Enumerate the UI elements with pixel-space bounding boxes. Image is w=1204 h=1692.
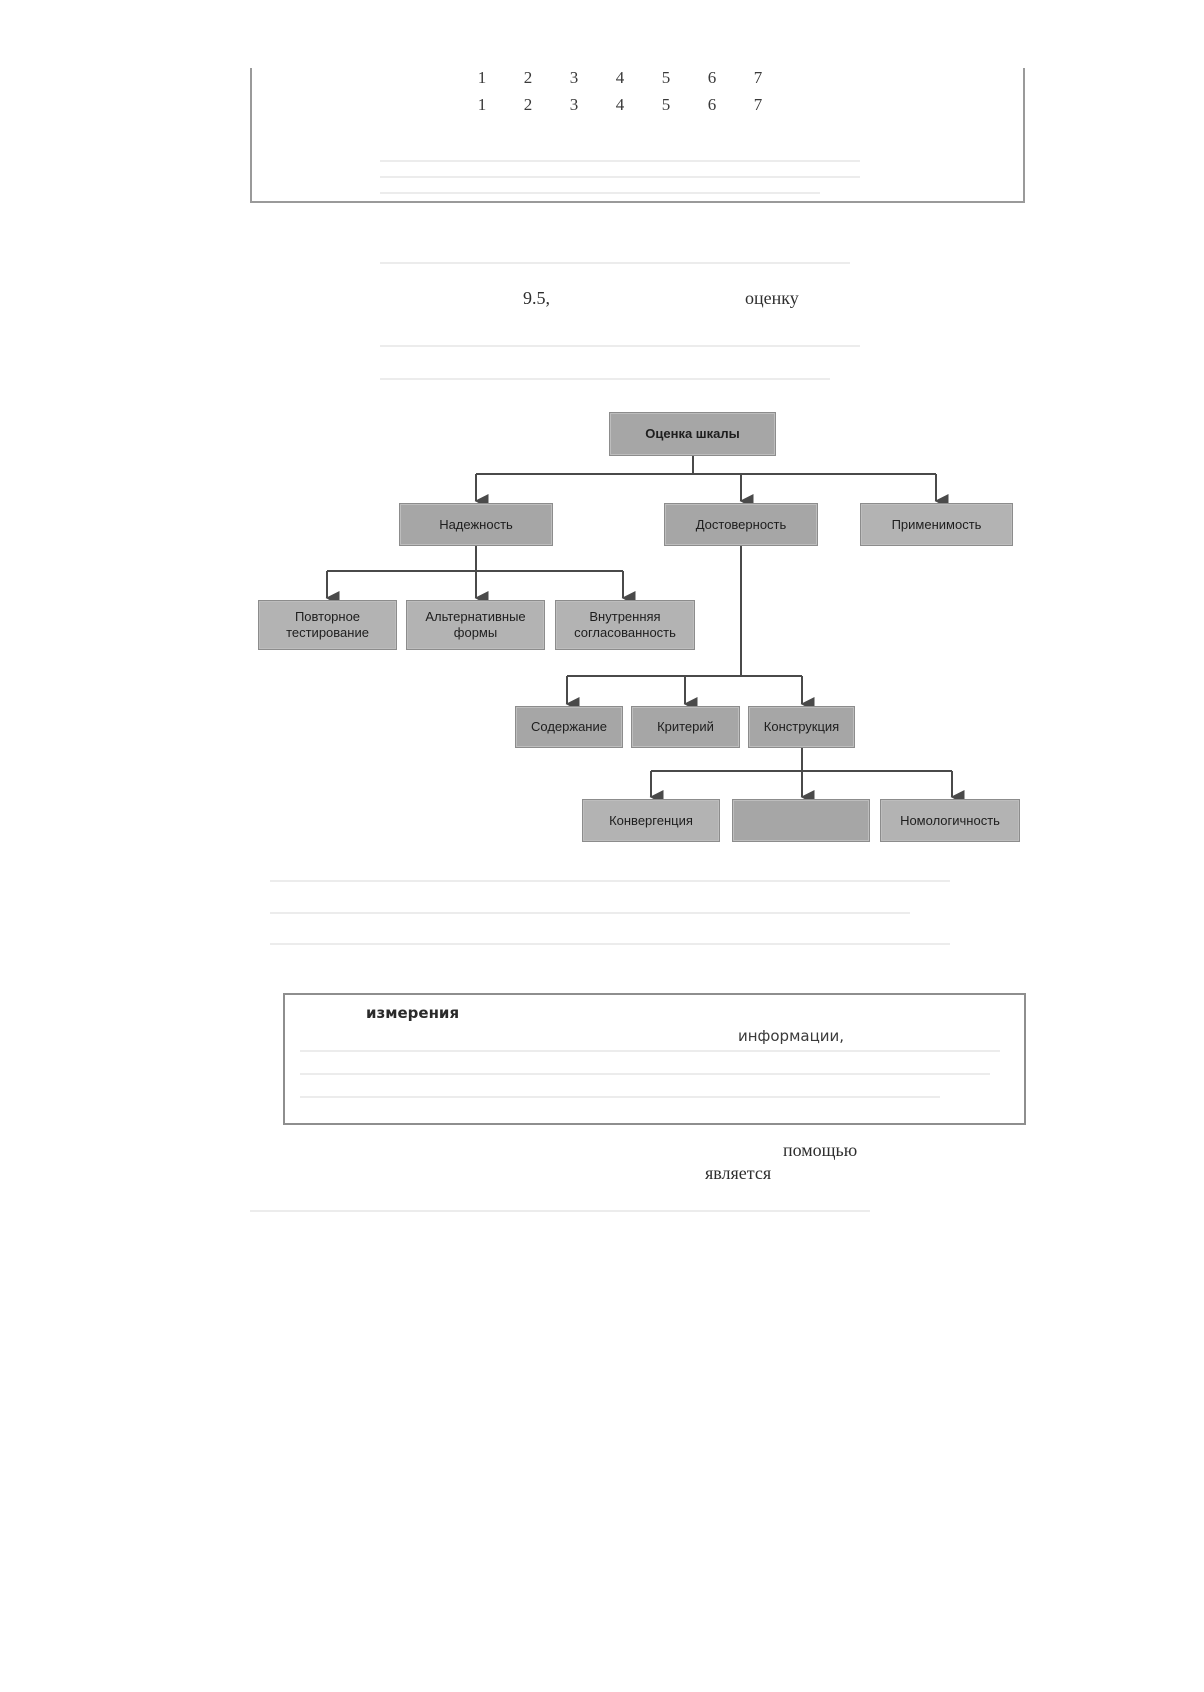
node-nomological: Номологичность <box>880 799 1020 842</box>
scale-number: 4 <box>615 68 625 87</box>
node-test-retest <box>258 600 397 650</box>
faint-text-line <box>270 943 950 945</box>
scale-number: 6 <box>707 95 717 114</box>
node-line: Внутренняя <box>589 609 661 624</box>
scale-number: 5 <box>661 68 671 87</box>
node-convergence: Конвергенция <box>582 799 720 842</box>
scale-number: 4 <box>615 95 625 114</box>
node-line: Повторное <box>294 609 361 624</box>
scale-number: 1 <box>477 68 487 87</box>
node-internal-consistency <box>555 600 695 650</box>
diagram-root-node: Оценка шкалы <box>609 412 776 456</box>
node-applicability: Применимость <box>860 503 1013 546</box>
scale-number: 5 <box>661 95 671 114</box>
paragraph-word: является <box>705 1163 772 1183</box>
node-blank <box>732 799 870 842</box>
scale-number: 3 <box>569 68 579 87</box>
scale-number: 7 <box>753 68 763 87</box>
faint-text-line <box>270 912 910 914</box>
node-alternative-forms <box>406 600 545 650</box>
scale-number: 1 <box>477 95 487 114</box>
scale-number: 3 <box>569 95 579 114</box>
faint-text-line <box>300 1096 940 1098</box>
scale-number: 2 <box>523 95 533 114</box>
node-line: тестирование <box>286 625 369 640</box>
node-line: формы <box>453 625 498 640</box>
scale-number: 6 <box>707 68 717 87</box>
scale-number: 7 <box>753 95 763 114</box>
faint-text-line <box>300 1073 990 1075</box>
node-construct: Конструкция <box>748 706 855 748</box>
node-content: Содержание <box>515 706 623 748</box>
node-criterion: Критерий <box>631 706 740 748</box>
paragraph-word: помощью <box>783 1140 858 1160</box>
scale-number: 2 <box>523 68 533 87</box>
definition-heading: измерения <box>366 1004 460 1022</box>
node-line: согласованность <box>574 625 676 640</box>
faint-text-line <box>270 880 950 882</box>
node-reliability: Надежность <box>399 503 553 546</box>
node-validity: Достоверность <box>664 503 818 546</box>
node-line: Альтернативные <box>425 609 526 624</box>
faint-text-line <box>300 1050 1000 1052</box>
paragraph-word: оценку <box>745 288 799 308</box>
definition-fragment: информации, <box>738 1027 845 1045</box>
figure-reference: 9.5, <box>523 288 550 308</box>
faint-text-line <box>250 1210 870 1212</box>
